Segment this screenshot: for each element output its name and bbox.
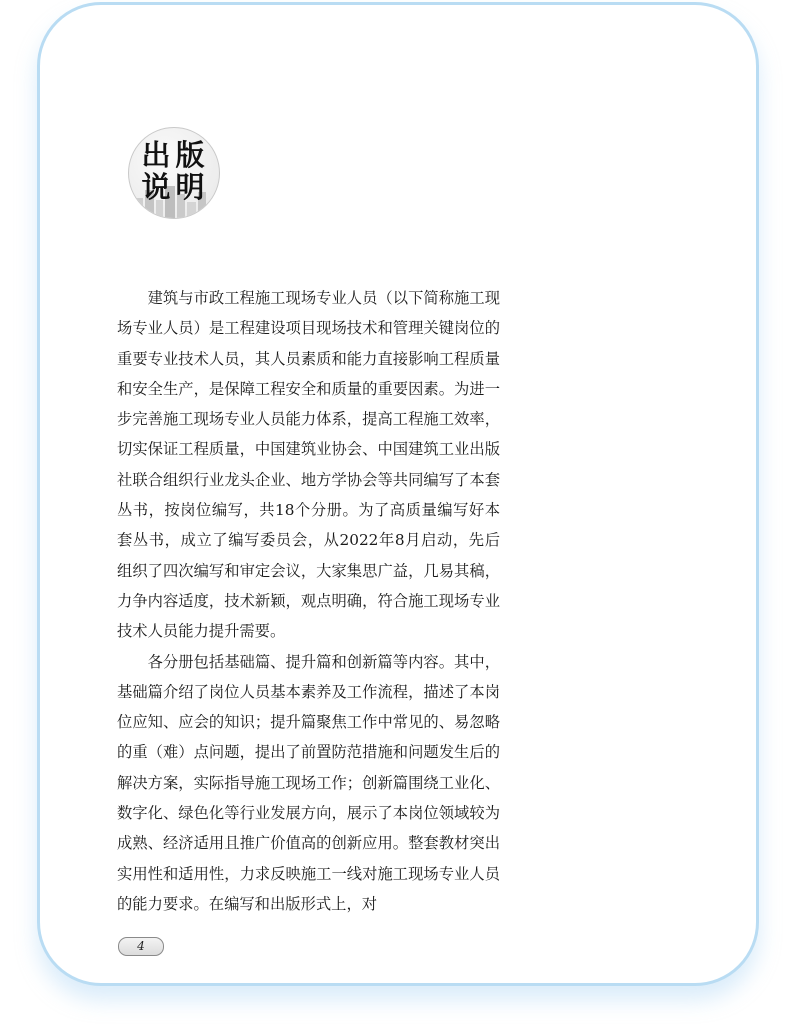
heading-char: 说 — [141, 170, 171, 204]
paragraph: 建筑与市政工程施工现场专业人员（以下简称施工现场专业人员）是工程建设项目现场技术和管理关键岗位的重要专业技术人员，其人员素质和能力直接影响工程质量和安全生产，是保障工程安全和质量的重要因素。为进一步完善施工现场专业人员能力体系，提高工程施工效率，切实保证工程质量，中国建筑业协会、中国建筑工业出版社联合组织行业龙头企业、地方学协会等共同编写了本套丛书，按岗位编写，共18个分册。为了高质量编写好本套丛书，成立了编写委员会，从2022年8月启动，先后组织了四次编写和审定会议，大家集思广益，几易其稿，力争内容适度，技术新颖，观点明确，符合施工现场专业技术人员能力提升需要。 — [117, 289, 500, 641]
heading-char: 明 — [175, 170, 205, 204]
body-text — [117, 283, 500, 919]
paragraph: 各分册包括基础篇、提升篇和创新篇等内容。其中，基础篇介绍了岗位人员基本素养及工作流程，描述了本岗位应知、应会的知识；提升篇聚焦工作中常见的、易忽略的重（难）点问题，提出了前置防范措施和问题发生后的解决方案，实际指导施工现场工作；创新篇围绕工业化、数字化、绿色化等行业发展方向，展示了本岗位领域较为成熟、经济适用且推广价值高的创新应用。整套教材突出实用性和适用性，力求反映施工一线对施工现场专业人员的能力要求。在编写和出版形式上，对 — [117, 652, 500, 913]
heading-char: 版 — [175, 138, 205, 172]
section-badge — [128, 127, 220, 219]
page-number: 4 — [118, 937, 164, 956]
heading-char: 出 — [141, 138, 171, 172]
